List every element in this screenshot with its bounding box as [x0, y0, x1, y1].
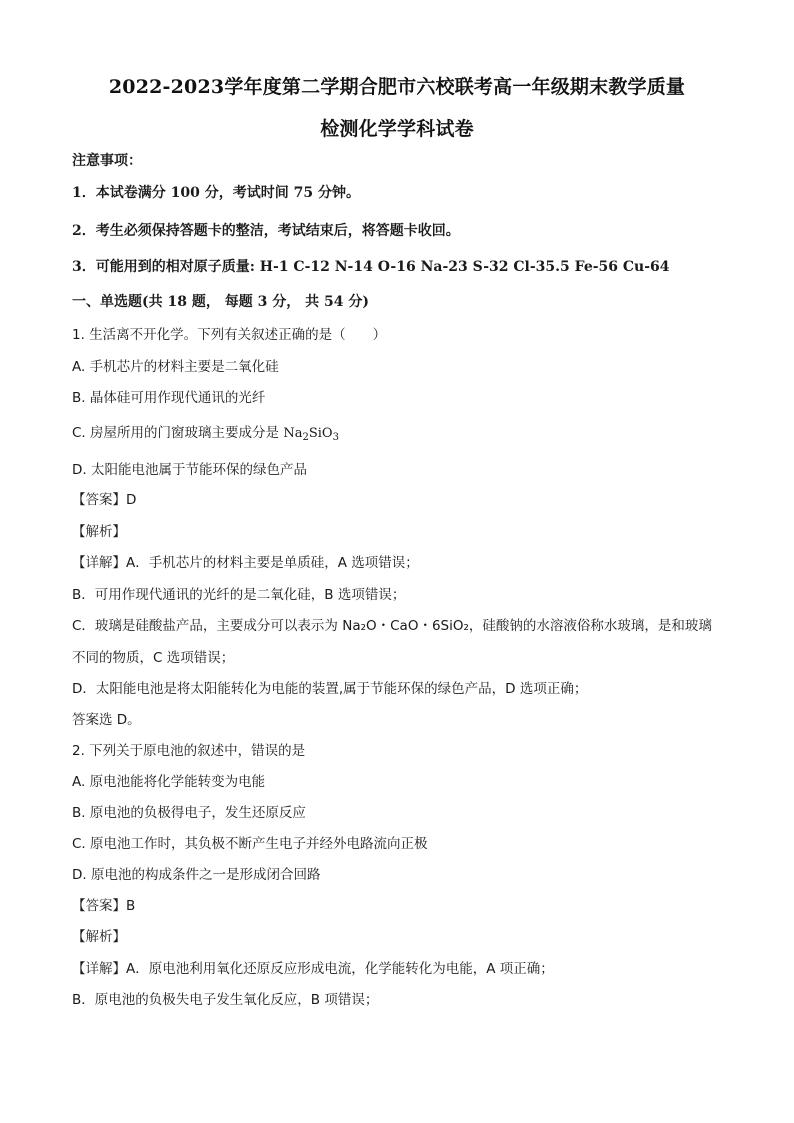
q1-conclusion: 答案选 D。 [72, 712, 141, 728]
q1-detail-d: D．太阳能电池是将太阳能转化为电能的装置,属于节能环保的绿色产品，D 选项正确； [72, 681, 588, 697]
q2-option-a: A. 原电池能将化学能转变为电能 [72, 774, 266, 790]
q1-option-d: D. 太阳能电池属于节能环保的绿色产品 [72, 462, 307, 478]
q2-stem: 2. 下列关于原电池的叙述中，错误的是 [72, 743, 306, 759]
notice-heading: 注意事项： [72, 153, 142, 169]
q1-option-c-formula: $Na_2SiO_3$ [283, 426, 339, 443]
exam-title-line-1: 2022-2023学年度第二学期合肥市六校联考高一年级期末教学质量 [108, 76, 686, 98]
q1-analysis-heading: 【解析】 [72, 524, 126, 540]
q1-option-a: A. 手机芯片的材料主要是二氧化硅 [72, 359, 279, 375]
q1-stem: 1. 生活离不开化学。下列有关叙述正确的是（ ） [72, 327, 387, 343]
section-heading-single-choice: 一、单选题(共 18 题， 每题 3 分， 共 54 分) [72, 294, 369, 310]
q2-answer: 【答案】B [72, 898, 136, 914]
q2-analysis-heading: 【解析】 [72, 929, 126, 945]
notice-item-3: 3．可能用到的相对原子质量: H-1 C-12 N-14 O-16 Na-23 S-32 Cl-35.5 Fe-56 Cu-64 [72, 259, 670, 275]
q2-option-b: B. 原电池的负极得电子，发生还原反应 [72, 805, 306, 821]
q2-option-c: C. 原电池工作时，其负极不断产生电子并经外电路流向正极 [72, 836, 428, 852]
q2-detail-b: B．原电池的负极失电子发生氧化反应，B 项错误； [72, 992, 379, 1008]
notice-item-2: 2．考生必须保持答题卡的整洁，考试结束后，将答题卡收回。 [72, 223, 460, 239]
q2-detail-a: 【详解】A．原电池利用氧化还原反应形成电流，化学能转化为电能，A 项正确； [72, 961, 554, 977]
q1-answer: 【答案】D [72, 492, 137, 508]
q1-detail-a: 【详解】A．手机芯片的材料主要是单质硅，A 选项错误； [72, 555, 419, 571]
q1-detail-c-line-1: C．玻璃是硅酸盐产品，主要成分可以表示为 Na₂O・CaO・6SiO₂，硅酸钠的水溶液俗称水玻璃，是和玻璃 [72, 618, 712, 634]
q1-option-b: B. 晶体硅可用作现代通讯的光纤 [72, 390, 266, 406]
q1-detail-b: B．可用作现代通讯的光纤的是二氧化硅，B 选项错误； [72, 587, 406, 603]
notice-item-1: 1．本试卷满分 100 分，考试时间 75 分钟。 [72, 185, 360, 201]
q2-option-d: D. 原电池的构成条件之一是形成闭合回路 [72, 867, 321, 883]
q1-detail-c-line-2: 不同的物质，C 选项错误； [72, 650, 235, 666]
q1-option-c-text: C. 房屋所用的门窗玻璃主要成分是 [72, 425, 284, 441]
exam-title-line-2: 检测化学学科试卷 [320, 118, 474, 140]
q1-option-c [72, 421, 339, 443]
